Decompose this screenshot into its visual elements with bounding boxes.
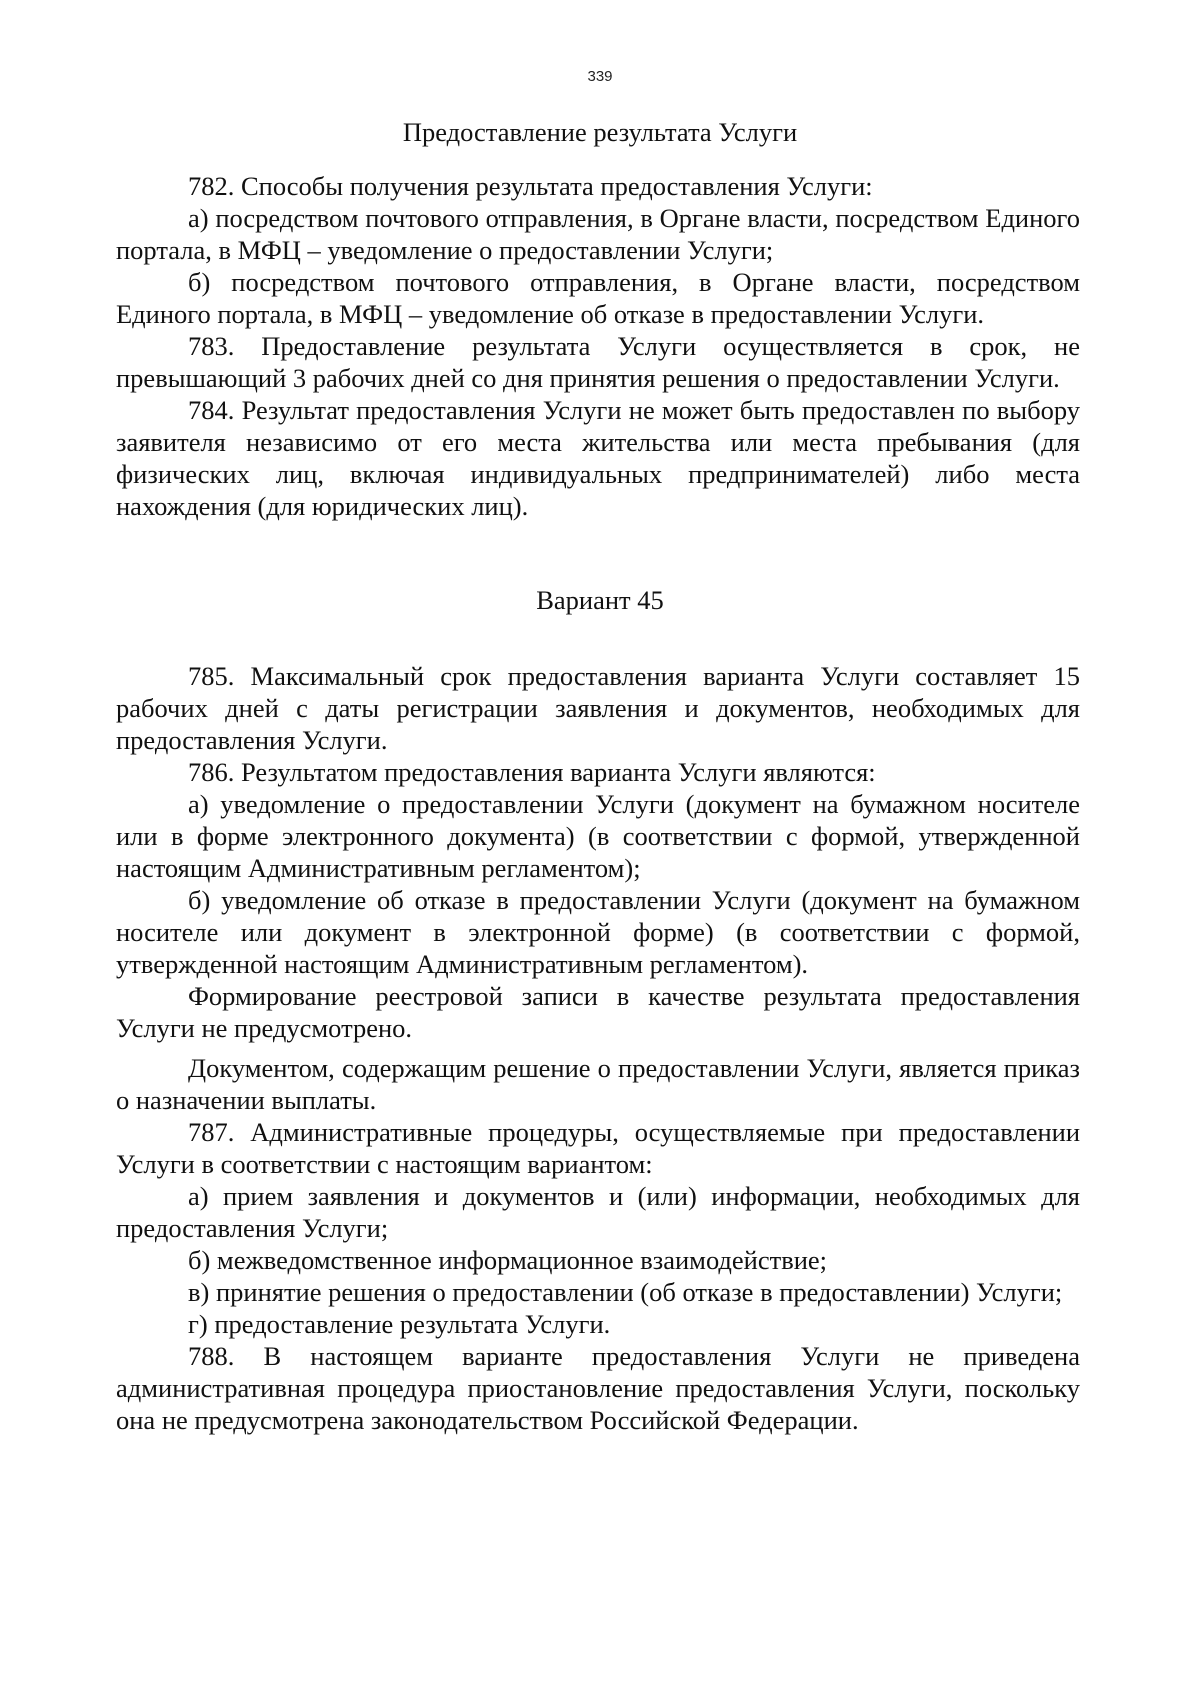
paragraph-785: 785. Максимальный срок предоставления варианта Услуги составляет 15 рабочих дней с даты регистрации заявления и документов, необходимых для предоставления Услуги. bbox=[116, 661, 1080, 755]
paragraph-787-b: б) межведомственное информационное взаимодействие; bbox=[188, 1245, 828, 1275]
paragraph-786-b: б) уведомление об отказе в предоставлении Услуги (документ на бумажном носителе или документ в электронной форме) (в соответствии с формой, утвержденной настоящим Административным регламентом). bbox=[116, 885, 1080, 979]
paragraph-787-g: г) предоставление результата Услуги. bbox=[188, 1309, 611, 1339]
paragraph-787: 787. Административные процедуры, осуществляемые при предоставлении Услуги в соответствии с настоящим вариантом: bbox=[116, 1117, 1080, 1179]
section-variant-body bbox=[116, 660, 1080, 1436]
paragraph-784: 784. Результат предоставления Услуги не может быть предоставлен по выбору заявителя независимо от его места жительства или места пребывания (для физических лиц, включая индивидуальных предпринимателей) либо места нахождения (для юридических лиц). bbox=[116, 395, 1080, 521]
paragraph-786-a: а) уведомление о предоставлении Услуги (документ на бумажном носителе или в форме электронного документа) (в соответствии с формой, утвержденной настоящим Административным регламентом); bbox=[116, 789, 1080, 883]
section-heading-result: Предоставление результата Услуги bbox=[402, 117, 798, 147]
paragraph-786: 786. Результатом предоставления варианта Услуги являются: bbox=[188, 757, 876, 787]
paragraph-decision-document: Документом, содержащим решение о предоставлении Услуги, является приказ о назначении выплаты. bbox=[116, 1053, 1080, 1115]
paragraph-788: 788. В настоящем варианте предоставления Услуги не приведена административная процедура приостановление предоставления Услуги, поскольку она не предусмотрена законодательством Российской Федерации. bbox=[116, 1341, 1080, 1435]
paragraph-782-b: б) посредством почтового отправления, в Органе власти, посредством Единого портала, в МФЦ – уведомление об отказе в предоставлении Услуги. bbox=[116, 267, 1080, 329]
paragraph-782-a: а) посредством почтового отправления, в Органе власти, посредством Единого портала, в МФЦ – уведомление о предоставлении Услуги; bbox=[116, 203, 1080, 265]
paragraph-783: 783. Предоставление результата Услуги осуществляется в срок, не превышающий 3 рабочих дней со дня принятия решения о предоставлении Услуги. bbox=[116, 331, 1080, 393]
section-result-body bbox=[116, 170, 1080, 522]
paragraph-782: 782. Способы получения результата предоставления Услуги: bbox=[188, 171, 873, 201]
paragraph-registry-record: Формирование реестровой записи в качестве результата предоставления Услуги не предусмотрено. bbox=[116, 981, 1080, 1043]
section-heading-variant: Вариант 45 bbox=[536, 585, 664, 615]
paragraph-787-a: а) прием заявления и документов и (или) информации, необходимых для предоставления Услуги; bbox=[116, 1181, 1080, 1243]
page-number: 339 bbox=[587, 68, 613, 85]
paragraph-787-v: в) принятие решения о предоставлении (об отказе в предоставлении) Услуги; bbox=[188, 1277, 1063, 1307]
